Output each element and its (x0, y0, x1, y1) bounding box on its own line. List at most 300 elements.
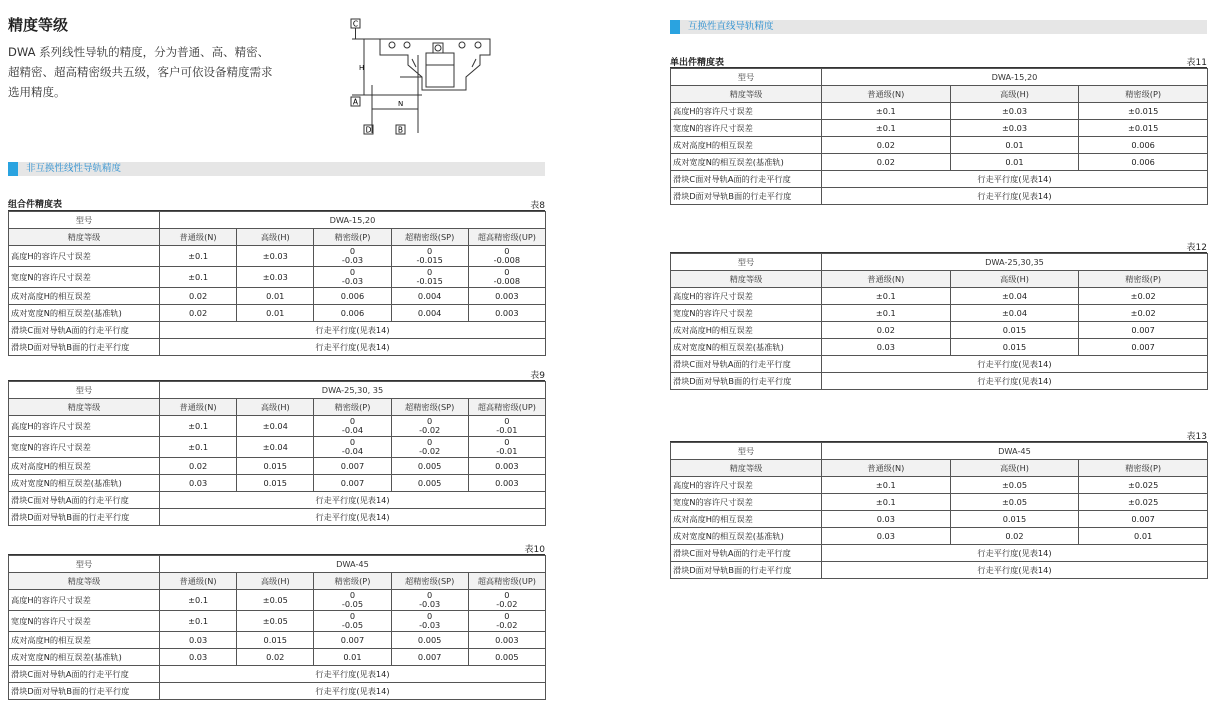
value-cell (468, 246, 545, 267)
table-row-parallelism (671, 562, 1208, 579)
value-cell (822, 322, 951, 339)
value-cell (391, 267, 468, 288)
value-cell (1079, 154, 1208, 171)
span-value-cell: 行走平行度(见表14) (160, 683, 546, 700)
span-value-cell: 行走平行度(见表14) (822, 373, 1208, 390)
row-name-cell: 成对高度H的相互误差 (9, 288, 160, 305)
table-row (671, 120, 1208, 137)
table-row-model (671, 254, 1208, 271)
grade-header-cell: 普通级(N) (822, 460, 951, 477)
row-name-cell: 滑块D面对导轨B面的行走平行度 (9, 509, 160, 526)
value-text: 0.015 (1002, 513, 1027, 524)
value-text: 0.03 (876, 341, 895, 352)
value-cell (160, 649, 237, 666)
value-text: -0.008 (493, 255, 521, 265)
value-cell (950, 494, 1079, 511)
value-text: 0.003 (495, 290, 519, 301)
value-cell (1079, 339, 1208, 356)
value-text: 0 (349, 590, 356, 600)
row-name-cell: 滑块D面对导轨B面的行走平行度 (9, 683, 160, 700)
table-row (9, 632, 546, 649)
row-name-cell: 高度H的容许尺寸误差 (671, 288, 822, 305)
value-text: ±0.025 (1127, 496, 1159, 507)
table-row (671, 528, 1208, 545)
row-name-cell: 成对高度H的相互误差 (671, 137, 822, 154)
row-name-cell: 宽度N的容许尺寸误差 (671, 120, 822, 137)
value-text: 0.02 (876, 156, 895, 167)
value-cell (160, 267, 237, 288)
value-text: 0.015 (1002, 341, 1027, 352)
value-text: 0.003 (495, 477, 519, 488)
table-row (671, 305, 1208, 322)
model-value-cell: DWA-25,30,35 (822, 254, 1208, 271)
value-cell (468, 590, 545, 611)
value-cell (1079, 322, 1208, 339)
value-text: ±0.015 (1127, 105, 1159, 116)
table-row-model (9, 382, 546, 399)
table-row-model (9, 212, 546, 229)
table-row (671, 137, 1208, 154)
row-name-cell: 高度H的容许尺寸误差 (671, 477, 822, 494)
model-value-cell: DWA-25,30, 35 (160, 382, 546, 399)
value-cell (314, 288, 391, 305)
model-label-cell: 型号 (671, 443, 822, 460)
row-name-cell: 成对高度H的相互误差 (9, 458, 160, 475)
table-row (671, 103, 1208, 120)
value-cell (468, 649, 545, 666)
grade-label-cell: 精度等级 (9, 399, 160, 416)
value-text: 0.003 (495, 307, 519, 318)
value-text: 0.03 (188, 634, 208, 645)
value-text: ±0.04 (262, 420, 288, 431)
grade-header-cell: 精密级(P) (314, 399, 391, 416)
value-text: 0.005 (417, 477, 442, 488)
grade-label-cell: 精度等级 (9, 229, 160, 246)
value-text: ±0.05 (1001, 479, 1028, 490)
value-cell (822, 477, 951, 494)
value-text: 0.007 (340, 634, 365, 645)
value-text: -0.03 (419, 620, 441, 630)
span-value-cell: 行走平行度(见表14) (160, 322, 546, 339)
value-text: ±0.03 (262, 271, 288, 282)
table-row (671, 477, 1208, 494)
value-text: ±0.1 (875, 307, 896, 318)
value-text: 0.01 (266, 307, 285, 318)
value-cell (950, 137, 1079, 154)
row-name-cell: 成对宽度N的相互误差(基准轨) (9, 649, 160, 666)
value-text: 0.01 (1005, 156, 1024, 167)
table-row-model (671, 69, 1208, 86)
row-name-cell: 成对宽度N的相互误差(基准轨) (671, 154, 822, 171)
label-b: B (397, 125, 404, 135)
value-text: -0.01 (496, 446, 518, 456)
value-text: 0 (504, 611, 510, 621)
table-row-model (671, 443, 1208, 460)
grade-header-cell: 超精密级(SP) (391, 399, 468, 416)
value-cell (468, 475, 545, 492)
value-cell (237, 632, 314, 649)
value-text: 0 (349, 611, 356, 621)
span-value-cell: 行走平行度(见表14) (822, 188, 1208, 205)
row-name-cell: 滑块C面对导轨A面的行走平行度 (9, 322, 160, 339)
table-row (9, 649, 546, 666)
value-cell (237, 416, 314, 437)
value-text: 0.005 (495, 651, 519, 662)
value-text: 0 (427, 267, 433, 277)
span-value-cell: 行走平行度(见表14) (822, 562, 1208, 579)
value-cell (1079, 137, 1208, 154)
value-text: 0 (504, 267, 510, 277)
value-text: ±0.015 (1127, 122, 1159, 133)
section-marker-icon (670, 20, 680, 34)
value-cell (237, 437, 314, 458)
precision-table (670, 442, 1208, 579)
value-cell (314, 305, 391, 322)
value-text: ±0.04 (1001, 307, 1028, 318)
value-cell (468, 267, 545, 288)
precision-table (670, 253, 1208, 390)
value-text: 0.01 (1005, 139, 1024, 150)
value-cell (314, 475, 391, 492)
table-row-parallelism (671, 545, 1208, 562)
value-cell (391, 475, 468, 492)
page-title: 精度等级 (8, 16, 69, 34)
left-subhead: 组合件精度表 (8, 200, 63, 210)
value-cell (822, 288, 951, 305)
table-row-parallelism (671, 171, 1208, 188)
grade-header-cell: 高级(H) (950, 271, 1079, 288)
label-a: A (352, 97, 359, 107)
value-cell (237, 267, 314, 288)
value-cell (822, 511, 951, 528)
table-row-parallelism (9, 666, 546, 683)
row-name-cell: 成对宽度N的相互误差(基准轨) (671, 528, 822, 545)
table-row (671, 339, 1208, 356)
value-cell (237, 590, 314, 611)
label-h: H (359, 64, 365, 72)
value-cell (160, 475, 237, 492)
value-cell (314, 246, 391, 267)
value-text: ±0.1 (188, 615, 209, 626)
value-text: 0.007 (417, 651, 442, 662)
row-name-cell: 滑块C面对导轨A面的行走平行度 (671, 545, 822, 562)
value-text: 0.006 (1131, 139, 1155, 150)
value-cell (237, 458, 314, 475)
row-name-cell: 宽度N的容许尺寸误差 (671, 305, 822, 322)
model-value-cell: DWA-15,20 (160, 212, 546, 229)
value-text: ±0.04 (1001, 290, 1028, 301)
value-text: ±0.05 (262, 594, 288, 605)
value-cell (237, 288, 314, 305)
value-text: 0.02 (188, 307, 208, 318)
precision-table (8, 555, 546, 700)
grade-header-cell: 普通级(N) (160, 229, 237, 246)
grade-header-cell: 超精密级(SP) (391, 229, 468, 246)
value-text: ±0.04 (262, 441, 288, 452)
value-text: ±0.1 (875, 105, 896, 116)
table-row-grades (671, 271, 1208, 288)
grade-header-cell: 高级(H) (237, 573, 314, 590)
value-cell (468, 437, 545, 458)
span-value-cell: 行走平行度(见表14) (160, 666, 546, 683)
value-cell (160, 458, 237, 475)
value-text: 0 (504, 246, 510, 256)
grade-header-cell: 普通级(N) (160, 573, 237, 590)
value-text: 0.005 (417, 460, 442, 471)
table-row-parallelism (9, 509, 546, 526)
value-text: -0.05 (341, 599, 364, 609)
value-cell (391, 632, 468, 649)
grade-label-cell: 精度等级 (671, 271, 822, 288)
value-text: ±0.05 (262, 615, 288, 626)
span-value-cell: 行走平行度(见表14) (160, 339, 546, 356)
model-label-cell: 型号 (671, 69, 822, 86)
table-row (9, 246, 546, 267)
value-cell (237, 475, 314, 492)
value-cell (237, 246, 314, 267)
right-subhead: 单出件精度表 (670, 58, 725, 68)
row-name-cell: 成对宽度N的相互误差(基准轨) (9, 475, 160, 492)
value-cell (950, 288, 1079, 305)
table-row (9, 437, 546, 458)
value-cell (160, 305, 237, 322)
row-name-cell: 成对高度H的相互误差 (671, 322, 822, 339)
table-row (671, 511, 1208, 528)
row-name-cell: 滑块C面对导轨A面的行走平行度 (671, 171, 822, 188)
value-text: 0.03 (188, 651, 208, 662)
value-cell (314, 458, 391, 475)
value-text: 0.006 (340, 307, 365, 318)
section-marker-icon (8, 162, 18, 176)
table-number-label: 表8 (530, 201, 545, 211)
model-value-cell: DWA-45 (160, 556, 546, 573)
section-title: 互换性直线导轨精度 (688, 21, 774, 32)
value-cell (468, 458, 545, 475)
table-row (9, 288, 546, 305)
table-row-parallelism (671, 356, 1208, 373)
grade-header-cell: 超高精密级(UP) (468, 229, 545, 246)
grade-header-cell: 高级(H) (237, 229, 314, 246)
row-name-cell: 高度H的容许尺寸误差 (9, 246, 160, 267)
table-row (9, 611, 546, 632)
value-cell (950, 477, 1079, 494)
value-text: ±0.03 (1001, 122, 1028, 133)
grade-label-cell: 精度等级 (671, 86, 822, 103)
value-text: 0.007 (1131, 324, 1155, 335)
value-text: 0.02 (266, 651, 285, 662)
value-cell (468, 288, 545, 305)
value-cell (160, 416, 237, 437)
value-cell (237, 305, 314, 322)
value-text: ±0.02 (1130, 290, 1156, 301)
value-text: ±0.1 (875, 496, 896, 507)
value-cell (237, 649, 314, 666)
table-number-label: 表13 (1186, 432, 1207, 442)
value-text: 0 (349, 267, 356, 277)
precision-table (670, 68, 1208, 205)
value-text: 0.02 (1005, 530, 1024, 541)
value-cell (822, 137, 951, 154)
value-text: ±0.1 (875, 122, 896, 133)
value-text: 0.005 (417, 634, 442, 645)
table-row-grades (9, 573, 546, 590)
value-text: -0.04 (341, 425, 364, 435)
model-label-cell: 型号 (9, 212, 160, 229)
table-row-model (9, 556, 546, 573)
value-cell (1079, 477, 1208, 494)
value-text: ±0.1 (188, 441, 209, 452)
grade-label-cell: 精度等级 (9, 573, 160, 590)
grade-header-cell: 普通级(N) (822, 271, 951, 288)
value-cell (822, 154, 951, 171)
value-text: 0.015 (263, 634, 287, 645)
grade-label-cell: 精度等级 (671, 460, 822, 477)
value-cell (314, 416, 391, 437)
value-text: 0.003 (495, 634, 519, 645)
value-cell (160, 288, 237, 305)
value-text: -0.03 (341, 276, 364, 286)
table-row-parallelism (9, 339, 546, 356)
span-value-cell: 行走平行度(见表14) (160, 492, 546, 509)
value-text: 0.015 (263, 477, 287, 488)
value-text: ±0.1 (188, 271, 209, 282)
table-row-parallelism (9, 492, 546, 509)
table-row (9, 416, 546, 437)
value-cell (160, 590, 237, 611)
value-text: ±0.02 (1130, 307, 1156, 318)
value-text: ±0.03 (262, 250, 288, 261)
value-cell (314, 437, 391, 458)
value-text: 0.004 (417, 290, 442, 301)
value-text: -0.008 (493, 276, 521, 286)
value-cell (1079, 120, 1208, 137)
value-cell (314, 632, 391, 649)
span-value-cell: 行走平行度(见表14) (822, 356, 1208, 373)
value-text: 0.02 (876, 139, 895, 150)
value-text: -0.015 (416, 255, 443, 265)
value-cell (1079, 494, 1208, 511)
table-number-label: 表10 (524, 545, 545, 555)
row-name-cell: 滑块D面对导轨B面的行走平行度 (671, 188, 822, 205)
value-text: 0.006 (340, 290, 365, 301)
value-cell (391, 611, 468, 632)
grade-header-cell: 精密级(P) (314, 573, 391, 590)
table-row-parallelism (671, 188, 1208, 205)
value-text: -0.015 (416, 276, 443, 286)
value-text: -0.04 (341, 446, 364, 456)
value-cell (468, 416, 545, 437)
value-cell (950, 322, 1079, 339)
value-text: -0.02 (496, 599, 518, 609)
table-row-grades (9, 399, 546, 416)
row-name-cell: 滑块C面对导轨A面的行走平行度 (9, 492, 160, 509)
grade-header-cell: 精密级(P) (1079, 460, 1208, 477)
value-cell (160, 437, 237, 458)
value-cell (160, 246, 237, 267)
row-name-cell: 高度H的容许尺寸误差 (9, 416, 160, 437)
table-row (9, 475, 546, 492)
value-text: 0 (427, 590, 433, 600)
row-name-cell: 成对高度H的相互误差 (9, 632, 160, 649)
value-cell (160, 611, 237, 632)
grade-header-cell: 精密级(P) (1079, 86, 1208, 103)
value-cell (468, 611, 545, 632)
span-value-cell: 行走平行度(见表14) (822, 545, 1208, 562)
table-row (9, 458, 546, 475)
row-name-cell: 高度H的容许尺寸误差 (9, 590, 160, 611)
value-text: ±0.03 (1001, 105, 1028, 116)
value-text: 0.007 (340, 460, 365, 471)
value-cell (822, 494, 951, 511)
value-cell (314, 590, 391, 611)
table-row-parallelism (671, 373, 1208, 390)
value-text: 0 (427, 416, 433, 426)
value-text: ±0.1 (188, 250, 209, 261)
row-name-cell: 宽度N的容许尺寸误差 (9, 267, 160, 288)
value-cell (391, 649, 468, 666)
value-text: 0.03 (188, 477, 208, 488)
value-cell (391, 590, 468, 611)
value-cell (950, 103, 1079, 120)
value-cell (1079, 528, 1208, 545)
span-value-cell: 行走平行度(见表14) (160, 509, 546, 526)
value-text: 0.02 (876, 324, 895, 335)
value-text: 0.01 (1134, 530, 1153, 541)
table-row (9, 305, 546, 322)
value-cell (391, 416, 468, 437)
value-text: 0.03 (876, 513, 895, 524)
value-text: 0 (349, 416, 356, 426)
value-text: 0.03 (876, 530, 895, 541)
value-cell (468, 632, 545, 649)
table-row (671, 154, 1208, 171)
value-text: 0.01 (343, 651, 362, 662)
section-interchangeable (670, 20, 1207, 34)
value-text: ±0.1 (188, 420, 209, 431)
value-cell (822, 528, 951, 545)
label-d: D (365, 125, 372, 135)
row-name-cell: 宽度N的容许尺寸误差 (9, 437, 160, 458)
value-text: -0.02 (419, 446, 441, 456)
grade-header-cell: 超高精密级(UP) (468, 573, 545, 590)
value-cell (237, 611, 314, 632)
grade-header-cell: 高级(H) (950, 86, 1079, 103)
table-row-grades (9, 229, 546, 246)
table-row-parallelism (9, 322, 546, 339)
value-text: 0 (427, 246, 433, 256)
value-text: 0 (504, 416, 510, 426)
table-number-label: 表9 (530, 371, 545, 381)
precision-table (8, 211, 546, 356)
table-row-grades (671, 460, 1208, 477)
value-cell (391, 246, 468, 267)
model-value-cell: DWA-15,20 (822, 69, 1208, 86)
value-cell (391, 305, 468, 322)
table-row (9, 590, 546, 611)
model-label-cell: 型号 (671, 254, 822, 271)
table-row (671, 288, 1208, 305)
grade-header-cell: 高级(H) (237, 399, 314, 416)
row-name-cell: 宽度N的容许尺寸误差 (671, 494, 822, 511)
table-row-parallelism (9, 683, 546, 700)
row-name-cell: 滑块D面对导轨B面的行走平行度 (9, 339, 160, 356)
model-label-cell: 型号 (9, 556, 160, 573)
value-cell (160, 632, 237, 649)
value-cell (391, 437, 468, 458)
value-text: 0.006 (1131, 156, 1155, 167)
value-cell (1079, 288, 1208, 305)
value-cell (950, 154, 1079, 171)
